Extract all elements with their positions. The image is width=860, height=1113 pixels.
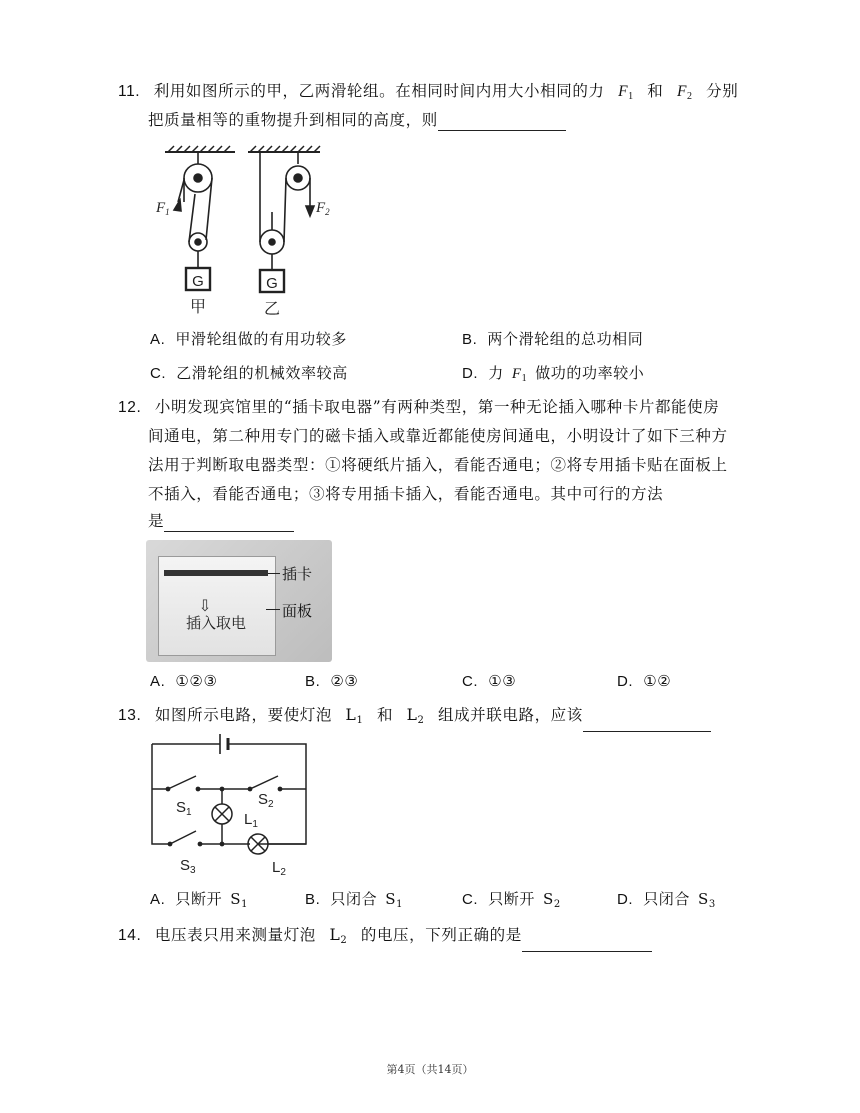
q12-option-a[interactable]: A. ①②③ bbox=[150, 672, 218, 690]
card-slot bbox=[164, 570, 268, 576]
q12-line2: 间通电，第二种用专门的磁卡插入或靠近都能使房间通电，小明设计了如下三种方 bbox=[148, 427, 728, 445]
q13-option-b[interactable]: B. 只闭合 $S_1$ bbox=[305, 890, 404, 910]
q12-option-d[interactable]: D. ①② bbox=[617, 672, 672, 690]
q12-slot-label: 插卡 bbox=[282, 565, 313, 583]
q12-panel-label: 面板 bbox=[282, 602, 313, 620]
q11-force-f2: $F_2$ bbox=[676, 83, 693, 102]
q13-option-d[interactable]: D. 只闭合 $S_3$ bbox=[617, 890, 716, 910]
q13-fig-l1: $L_1$ bbox=[244, 811, 258, 830]
q12-line5: 是 bbox=[148, 510, 294, 532]
q11-option-c[interactable]: C. 乙滑轮组的机械效率较高 bbox=[150, 364, 348, 382]
q11-fig-f2-label: $F_2$ bbox=[316, 200, 330, 217]
q11-line1 bbox=[118, 80, 738, 108]
q11-and: 和 bbox=[647, 82, 664, 100]
q11-text-2: 分别 bbox=[706, 82, 739, 100]
q13-fig-l2: $L_2$ bbox=[272, 859, 286, 878]
q12-line4: 不插入，看能否通电；③将专用插卡插入，看能否通电。其中可行的方法 bbox=[148, 485, 664, 503]
q13-fig-s3: $S_3$ bbox=[180, 857, 196, 876]
q11-fig-f1-label: $F_1$ bbox=[156, 200, 170, 217]
q12-line3: 法用于判断取电器类型：①将硬纸片插入，看能否通电；②将专用插卡贴在面板上 bbox=[148, 456, 728, 474]
q11-force-f1: $F_1$ bbox=[618, 83, 634, 102]
q11-pulley-figure bbox=[150, 140, 340, 320]
ceiling-left bbox=[165, 146, 235, 152]
q13-circuit-figure bbox=[146, 734, 316, 880]
q11-text-3: 把质量相等的重物提升到相同的高度，则 bbox=[148, 111, 438, 129]
q12-number: 12. bbox=[118, 399, 142, 416]
panel-leader-line bbox=[266, 609, 280, 610]
q12-option-b[interactable]: B. ②③ bbox=[305, 672, 359, 690]
q14-answer-blank[interactable] bbox=[522, 933, 652, 952]
q11-text-1: 利用如图所示的甲，乙两滑轮组。在相同时间内用大小相同的力 bbox=[153, 82, 605, 100]
insert-button-text: 插入取电 bbox=[185, 614, 246, 632]
q13-option-c[interactable]: C. 只断开 $S_2$ bbox=[462, 890, 561, 910]
insert-arrow-icon: ⇩ bbox=[198, 596, 212, 615]
q12-option-c[interactable]: C. ①③ bbox=[462, 672, 517, 690]
q11-fig-weight-yi: G bbox=[266, 275, 278, 292]
q13-lamp-l2: $L_2$ bbox=[406, 706, 425, 726]
q13-answer-blank[interactable] bbox=[583, 713, 711, 732]
q12-answer-blank[interactable] bbox=[164, 513, 294, 532]
slot-leader-line bbox=[268, 573, 280, 574]
page-footer: 第4页（共14页） bbox=[386, 1063, 474, 1076]
q11-fig-label-jia: 甲 bbox=[189, 297, 207, 316]
q11-option-b[interactable]: B. 两个滑轮组的总功相同 bbox=[462, 330, 644, 348]
pulley-system-jia bbox=[174, 152, 212, 290]
ceiling-right bbox=[248, 146, 320, 152]
q11-option-a[interactable]: A. 甲滑轮组做的有用功较多 bbox=[150, 330, 347, 348]
q13-number: 13. bbox=[118, 707, 142, 724]
q14-number: 14. bbox=[118, 927, 142, 944]
q14-lamp-l2: $L_2$ bbox=[329, 926, 348, 946]
q13-option-a[interactable]: A. 只断开 $S_1$ bbox=[150, 890, 249, 910]
q11-option-d[interactable]: D. 力 $F_1$ 做功的功率较小 bbox=[462, 364, 645, 384]
q13-fig-s1: $S_1$ bbox=[176, 799, 192, 818]
q11-answer-blank[interactable] bbox=[438, 112, 566, 131]
pulley-system-yi bbox=[260, 152, 314, 292]
q12-line1: 12. 小明发现宾馆里的“插卡取电器”有两种类型，第一种无论插入哪种卡片都能使房 bbox=[118, 398, 720, 416]
q13-lamp-l1: $L_1$ bbox=[345, 706, 364, 726]
q11-number: 11. bbox=[118, 83, 141, 100]
q14-line1: 14. 电压表只用来测量灯泡 $L_2$ 的电压，下列正确的是 bbox=[118, 924, 652, 952]
q13-line1: 13. 如图所示电路，要使灯泡 $L_1$ 和 $L_2$ 组成并联电路，应该 bbox=[118, 704, 711, 732]
q11-fig-label-yi: 乙 bbox=[263, 299, 281, 318]
q13-fig-s2: $S_2$ bbox=[258, 791, 274, 810]
q11-line2 bbox=[148, 109, 566, 131]
q11-fig-weight-jia: G bbox=[192, 273, 204, 290]
